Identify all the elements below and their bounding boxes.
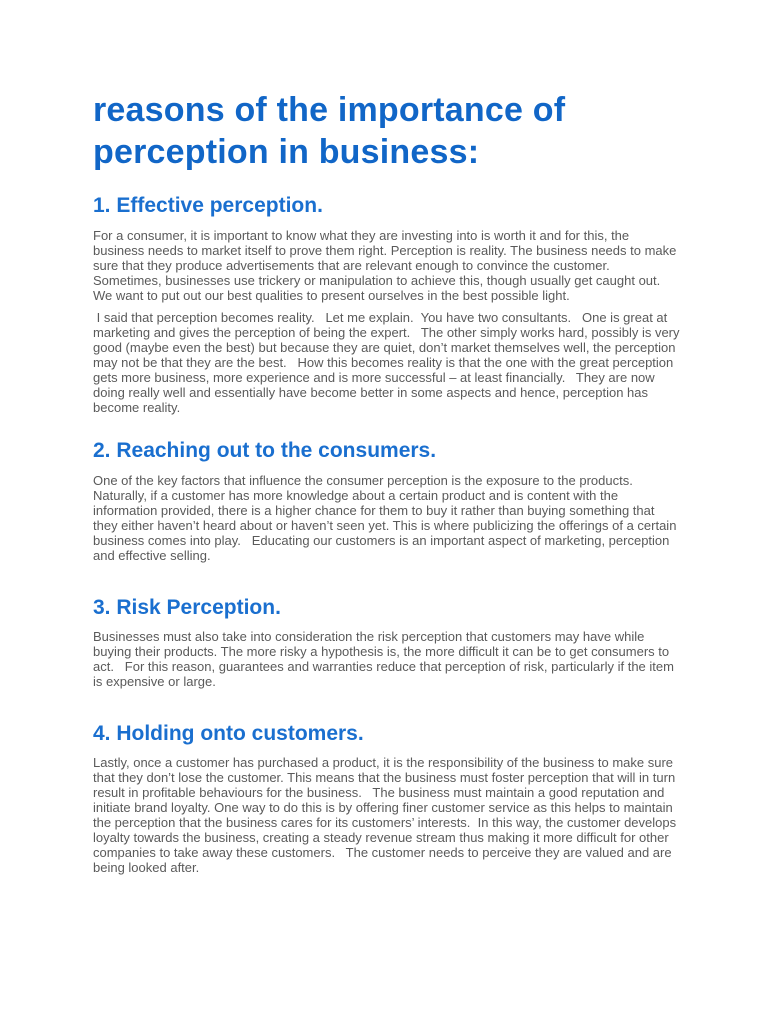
section-heading: 2. Reaching out to the consumers.	[93, 439, 437, 462]
section-paragraph: One of the key factors that influence the consumer perception is the exposure to the products. Naturally, if a customer has more knowledge about a certain product and is content with the information provided, there is a higher chance for them to buy it rather than buying something that they either haven’t heard about or haven’t seen yet. This is where publicizing the offerings of a certain business comes into play. Educating our customers is an important aspect of marketing, perception and effective selling.	[93, 473, 681, 563]
section-paragraph: I said that perception becomes reality. Let me explain. You have two consultants. One is great at marketing and gives the perception of being the expert. The other simply works hard, possibly is very good (maybe even the best) but because they are quiet, don’t market themselves well, the perception may not be that they are the best. How this becomes reality is that the one with the great perception gets more business, more experience and is more successful – at least financially. They are now doing really well and essentially have become better in some aspects and hence, perception has become reality.	[93, 310, 684, 415]
section-heading: 1. Effective perception.	[93, 194, 323, 217]
document-title: reasons of the importance of perception in business:	[93, 91, 566, 171]
section-effective-perception	[93, 193, 684, 415]
section-heading: 4. Holding onto customers.	[93, 722, 364, 745]
section-paragraph: Businesses must also take into consideration the risk perception that customers may have while buying their products. The more risky a hypothesis is, the more difficult it can be to get consumers to act. For this reason, guarantees and warranties reduce that perception of risk, particularly if the item is expensive or large.	[93, 629, 678, 689]
section-reaching-consumers	[93, 438, 680, 563]
section-paragraph: Lastly, once a customer has purchased a product, it is the responsibility of the business to make sure that they don’t lose the customer. This means that the business must foster perception that will in turn result in profitable behaviours for the business. The business must maintain a good reputation and initiate brand loyalty. One way to do this is by offering finer customer service as this helps to maintain the perception that the business cares for its customers’ interests. In this way, the customer develops loyalty towards the business, creating a steady revenue stream thus making it more difficult for other companies to take away these customers. The customer needs to perceive they are valued and are being looked after.	[93, 755, 680, 875]
section-paragraph: For a consumer, it is important to know what they are investing into is worth it and for this, the business needs to market itself to prove them right. Perception is reality. The business needs to make sure that they produce advertisements that are relevant enough to convince the customer. Sometimes, businesses use trickery or manipulation to achieve this, though usually get caught out. We want to put out our best qualities to present ourselves in the best possible light.	[93, 228, 680, 303]
section-holding-customers	[93, 721, 680, 875]
section-risk-perception	[93, 595, 680, 689]
section-heading: 3. Risk Perception.	[93, 596, 281, 619]
